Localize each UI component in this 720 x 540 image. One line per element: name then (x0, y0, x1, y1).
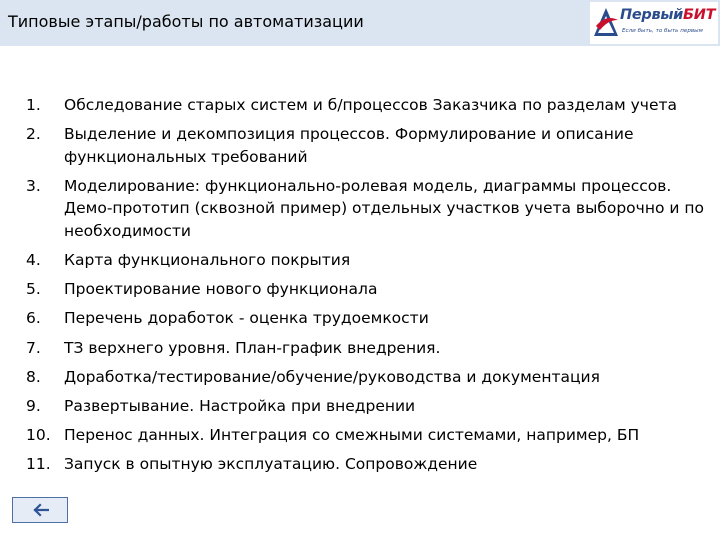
bird-logo-icon (592, 6, 620, 38)
header-bar (0, 0, 720, 46)
logo-tagline: Если быть, то быть первым (622, 28, 703, 34)
list-item (26, 249, 716, 272)
arrow-left-icon (33, 502, 49, 518)
list-item-number: 9. (26, 397, 41, 415)
list-item (26, 175, 716, 243)
list-item (26, 94, 716, 117)
back-button[interactable] (12, 497, 68, 523)
list-item-text: Моделирование: функционально-ролевая модель, диаграммы процессов. Демо-прототип (сквозной пример) отдельных участков учета выборочно и по необходимости (64, 176, 704, 240)
list-item (26, 123, 716, 168)
list-item-number: 5. (26, 280, 41, 299)
list-item-number: 6. (26, 309, 41, 328)
list-item-number: 3. (26, 176, 41, 195)
list-item-number: 2. (26, 125, 41, 144)
logo-name-part2: БИТ (683, 7, 716, 23)
list-item-text: Выделение и декомпозиция процессов. Формулирование и описание функциональных требований (64, 125, 634, 166)
list-item-number: 11. (26, 455, 51, 474)
list-item (26, 424, 716, 447)
list-item-text: Перечень доработок - оценка трудоемкости (64, 309, 429, 328)
list-item-text: Карта функционального покрытия (64, 251, 351, 270)
logo-name (620, 7, 715, 23)
list-item-text: Запуск в опытную эксплуатацию. Сопровождение (64, 455, 478, 474)
list-item-text: ТЗ верхнего уровня. План-график внедрения. (64, 338, 441, 357)
list-item (26, 366, 716, 389)
list-item-number: 8. (26, 367, 41, 386)
list-item (26, 278, 716, 301)
list-item-number: 7. (26, 338, 41, 357)
list-item-text: Развертывание. Настройка при внедрении (64, 397, 416, 415)
list-item-text: Проектирование нового функционала (64, 280, 378, 299)
list-item (26, 453, 716, 476)
company-logo (590, 2, 718, 44)
logo-name-part1: Первый (620, 7, 683, 23)
list-item-number: 4. (26, 251, 41, 270)
list-item-text: Перенос данных. Интеграция со смежными системами, например, БП (64, 426, 640, 445)
list-item-number: 10. (26, 426, 51, 445)
list-item (26, 307, 716, 330)
slide-title: Типовые этапы/работы по автоматизации (8, 12, 364, 31)
list-item (26, 337, 716, 360)
list-item-number: 1. (26, 96, 41, 114)
list-item (26, 395, 716, 418)
list-item-text: Обследование старых систем и б/процессов Заказчика по разделам учета (64, 96, 678, 114)
list-item-text: Доработка/тестирование/обучение/руководства и документация (64, 367, 600, 386)
stages-list (26, 94, 716, 483)
